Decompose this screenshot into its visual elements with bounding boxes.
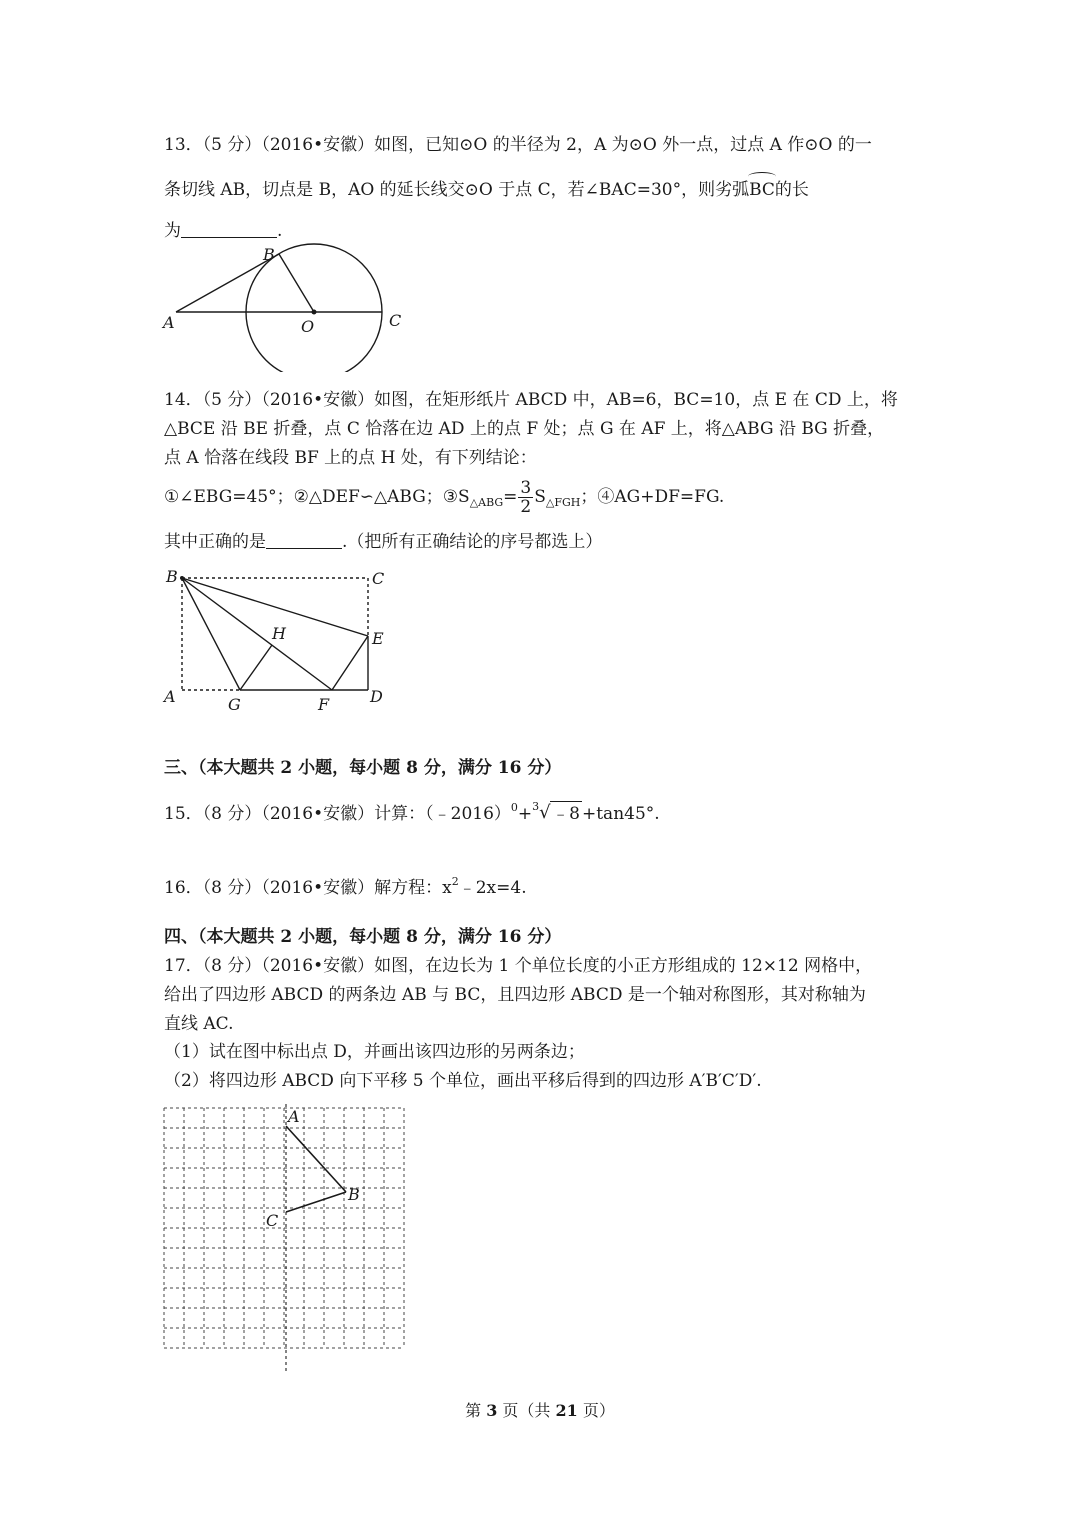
label-a: A [163,313,175,332]
label-o: O [301,317,315,336]
footer-page: 3 [486,1401,498,1420]
label-h: H [272,624,286,643]
q13-line2a: 条切线 AB，切点是 B，AO 的延长线交⊙O 于点 C，若∠BAC=30°，则劣弧 [164,180,750,200]
arc-bc: BC [749,180,775,200]
label-b: B [166,567,178,586]
root-symbol-icon: √ [539,802,551,823]
radius-ob [279,254,314,312]
root-index: 3 [532,800,540,813]
q15-plus: + [517,804,533,824]
q14-c1-end: ；④AG+DF=FG. [580,487,725,507]
frac-den: 2 [520,497,532,517]
q14-c1-s: S [534,487,546,507]
label-g: G [228,695,241,714]
frac-num: 3 [520,478,532,498]
segment-bc [286,1192,346,1212]
segment-ab [286,1126,346,1192]
footer-a: 第 [465,1401,487,1420]
grid-12x12 [164,1108,404,1348]
label-c: C [389,311,402,330]
footer-c: 页） [577,1401,615,1420]
q14-c1-sub2: △FGH [545,496,581,509]
q15-text-a: 15．（8 分）（2016•安徽）计算：（﹣2016） [164,804,511,824]
label-a: A [288,1107,300,1126]
line-gh [240,645,272,690]
q16-line [164,870,527,900]
q15-sup0: 0 [510,801,518,814]
section3-heading: 三、（本大题共 2 小题，每小题 8 分，满分 16 分） [164,758,562,778]
q17-grid-figure [160,1104,412,1374]
q17-line1: 17．（8 分）（2016•安徽）如图，在边长为 1 个单位长度的小正方形组成的 12×12 网格中， [164,956,873,976]
q13-figure [160,240,420,372]
q14-line2: △BCE 沿 BE 折叠，点 C 恰落在边 AD 上的点 F 处；点 G 在 AF 上，将△ABG 沿 BG 折叠， [164,419,885,439]
q17-part1: （1）试在图中标出点 D，并画出该四边形的另两条边； [164,1042,585,1062]
cube-root [532,801,582,826]
label-b: B [263,245,275,264]
q13-line3-text: 为 [164,221,181,241]
q15-text-b: +tan45°. [581,804,660,824]
label-c: C [372,569,385,588]
q14-c1-eq: = [503,487,518,507]
q13-line1: 13．（5 分）（2016•安徽）如图，已知⊙O 的半径为 2，A 为⊙O 外一点，过点 A 作⊙O 的一 [164,135,872,155]
page-footer [0,1398,1080,1421]
q14-line3: 点 A 恰落在线段 BF 上的点 H 处，有下列结论： [164,448,537,468]
line-bf [182,578,332,690]
label-e: E [372,629,384,648]
label-a: A [164,687,176,706]
q14-answer-blank[interactable] [266,530,342,549]
q14-line1: 14．（5 分）（2016•安徽）如图，在矩形纸片 ABCD 中，AB=6，BC=10，点 E 在 CD 上，将 [164,390,898,410]
q16-text-a: 16．（8 分）（2016•安徽）解方程：x [164,878,452,898]
section4-heading: 四、（本大题共 2 小题，每小题 8 分，满分 16 分） [164,927,562,947]
q13-line3-end: . [277,221,283,241]
footer-total: 21 [555,1401,578,1420]
q17-line2: 给出了四边形 ABCD 的两条边 AB 与 BC，且四边形 ABCD 是一个轴对称图形，其对称轴为 [164,985,866,1005]
q16-text-b: ﹣2x=4. [458,878,527,898]
line-fe [332,636,368,690]
q14-figure [160,562,400,718]
radicand: ﹣8 [550,801,582,826]
q15-line [164,796,660,826]
line-bg [182,578,240,690]
point-b-dot [180,576,184,580]
center-dot [312,310,317,315]
q17-part2: （2）将四边形 ABCD 向下平移 5 个单位，画出平移后得到的四边形 A′B′C′D′. [164,1071,762,1091]
q14-conclusions [164,476,724,524]
fraction-3-2 [518,479,533,516]
q14-c1: ①∠EBG=45°；②△DEF∽△ABG；③S [164,487,470,507]
q14-line5 [164,530,602,554]
label-b: B [348,1185,360,1204]
footer-b: 页（共 [497,1401,556,1420]
label-d: D [370,687,383,706]
label-f: F [318,695,330,714]
q13-line2 [164,178,809,202]
q17-line3: 直线 AC. [164,1014,234,1034]
q16-sup2: 2 [451,875,459,888]
q13-answer-blank[interactable] [181,219,277,238]
q13-line2b: 的长 [774,180,809,200]
q14-c1-sub: △ABG [469,496,504,509]
q14-line5a: 其中正确的是 [164,532,266,552]
q14-line5b: .（把所有正确结论的序号都选上） [342,532,603,552]
label-c: C [266,1211,279,1230]
